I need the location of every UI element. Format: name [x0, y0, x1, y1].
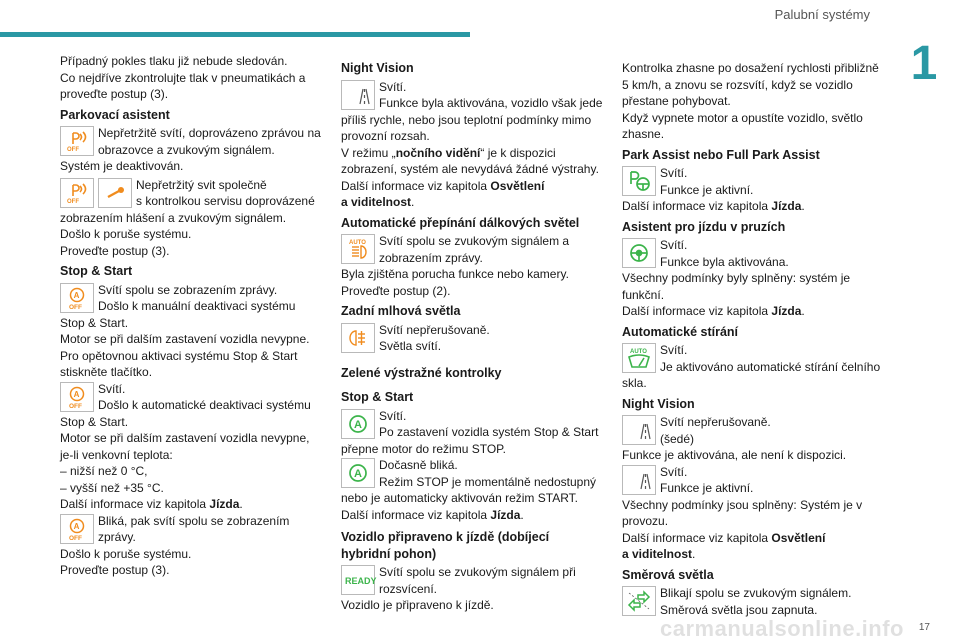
text-line: Svítí. — [660, 166, 688, 180]
text-line: 5 km/h, a znovu se rozsvítí, když se vozidlo — [622, 77, 853, 92]
text-line: přestane pohybovat. — [622, 94, 731, 108]
text-line: Všechny podmínky byly splněny: systém je — [622, 271, 851, 285]
svg-text:OFF: OFF — [67, 198, 79, 205]
text-line: Svítí. — [660, 343, 688, 357]
info-prefix: Další informace viz kapitola — [622, 199, 772, 213]
text-line: Svítí spolu se zobrazením zprávy. — [98, 282, 278, 297]
chapter-link[interactable]: a viditelnost — [622, 547, 693, 561]
text-line: s kontrolkou servisu doprovázené — [136, 194, 315, 208]
warning-entry — [60, 381, 325, 414]
text-line: – nižší než 0 °C, — [60, 464, 148, 478]
warning-entry — [622, 237, 884, 270]
chapter-link[interactable]: Jízda — [490, 507, 521, 522]
section-heading: Park Assist nebo Full Park Assist — [622, 147, 820, 162]
text-line: Dočasně bliká. — [379, 458, 458, 472]
page-number: 17 — [918, 622, 930, 633]
night-vision-icon — [622, 415, 656, 445]
text-line: provozu. — [622, 514, 669, 528]
text-line: Vozidlo je připraveno k jízdě. — [341, 598, 494, 612]
text-line: Svítí. — [379, 79, 407, 94]
svg-text:OFF: OFF — [69, 534, 82, 542]
text-line: Režim STOP je momentálně nedostupný — [379, 474, 597, 489]
svg-text:A: A — [73, 521, 80, 531]
text-line: Je aktivováno automatické stírání čelního — [660, 359, 881, 374]
section-heading: Automatické přepínání dálkových světel — [341, 215, 580, 230]
warning-entry — [341, 457, 606, 490]
mode-name: nočního vidění — [395, 145, 481, 160]
info-suffix: . — [801, 199, 805, 213]
ready-icon — [341, 565, 375, 595]
text-line: Světla svítí. — [379, 339, 442, 353]
section-heading: Vozidlo připraveno k jízdě (dobíjecí — [341, 530, 550, 544]
warning-entry — [60, 177, 325, 210]
text-line: Svítí spolu se zvukovým signálem při — [379, 565, 576, 579]
svg-text:OFF: OFF — [67, 147, 79, 153]
text-line: zobrazením hlášení a zvukovým signálem. — [60, 210, 287, 225]
night-vision-icon — [341, 80, 375, 110]
chapter-number: 1 — [910, 37, 938, 90]
stop-start-icon — [341, 458, 375, 488]
text-line: přepne motor do režimu STOP. — [341, 441, 506, 456]
info-line — [622, 546, 884, 563]
text-line: je-li venkovní teplota: — [60, 447, 173, 462]
info-line — [622, 198, 884, 215]
svg-text:OFF: OFF — [69, 303, 82, 311]
park-sensor-off-icon — [60, 126, 94, 156]
info-prefix: Další informace viz kapitola — [341, 178, 491, 193]
info-line — [622, 530, 884, 547]
rear-fog-icon — [341, 323, 375, 353]
park-sensor-off-icon — [60, 178, 94, 208]
text-line: Funkce je aktivována, ale není k dispozici. — [622, 448, 847, 462]
text-line: Systém je deaktivován. — [60, 159, 184, 173]
info-line — [341, 145, 606, 162]
text-line: zobrazení, systém ale nevydává žádné výstrahy. — [341, 162, 599, 176]
info-line — [341, 507, 606, 524]
warning-entry — [341, 79, 606, 112]
text-line: stiskněte tlačítko. — [60, 365, 153, 379]
park-assist-icon — [622, 166, 656, 196]
section-heading: Zadní mlhová světla — [341, 304, 461, 318]
stop-start-off-icon — [60, 283, 94, 313]
text-line: Nepřetržitě svítí, doprovázeno zprávou na — [98, 126, 321, 140]
text-line: Po zastavení vozidla systém Stop & Start — [379, 425, 599, 439]
warning-entry — [60, 513, 325, 546]
text-line: Svítí nepřerušovaně. — [660, 415, 771, 429]
text-line: obrazovce a zvukovým signálem. — [98, 142, 275, 157]
text-line: Svítí. — [660, 464, 688, 479]
text-line: Došlo k poruše systému. — [60, 546, 192, 561]
stop-start-off-icon — [60, 382, 94, 412]
header-title: Palubní systémy — [774, 7, 870, 22]
text-line: Případný pokles tlaku již nebude sledován. — [60, 54, 288, 68]
text-line: Proveďte postup (2). — [341, 283, 451, 298]
text-line: Svítí. — [660, 238, 688, 252]
warning-entry — [341, 233, 606, 266]
text-line: Co nejdříve zkontrolujte tlak v pneumatikách a — [60, 70, 306, 85]
info-line — [341, 178, 606, 195]
auto-high-beam-icon — [341, 234, 375, 264]
text-prefix: V režimu „ — [341, 145, 396, 160]
info-prefix: Další informace viz kapitola — [622, 304, 772, 318]
chapter-link[interactable]: Osvětlení — [490, 178, 545, 193]
text-line: – vyšší než +35 °C. — [60, 480, 164, 495]
warning-entry — [341, 564, 606, 597]
text-line: příliš rychle, nebo jsou teplotní podmínky mimo — [341, 112, 592, 127]
column-2 — [341, 60, 606, 614]
svg-text:A: A — [354, 468, 362, 480]
info-line — [341, 194, 606, 211]
text-line: provozní rozsah. — [341, 129, 430, 143]
chapter-link[interactable]: Jízda — [771, 304, 802, 318]
info-line — [60, 496, 325, 513]
text-line: Svítí. — [379, 408, 407, 423]
info-suffix: . — [801, 304, 805, 318]
info-suffix: . — [239, 497, 243, 511]
text-line: Svítí spolu se zvukovým signálem a — [379, 234, 570, 248]
text-line: Nepřetržitý svit společně — [136, 177, 267, 192]
svg-text:OFF: OFF — [69, 402, 82, 410]
svg-text:A: A — [354, 418, 362, 431]
column-3 — [622, 60, 884, 618]
info-suffix: . — [411, 195, 415, 209]
text-line: Blikají spolu se zvukovým signálem. — [660, 586, 852, 600]
text-line: Když vypnete motor a opustíte vozidlo, světlo — [622, 110, 863, 125]
warning-entry — [341, 322, 606, 355]
text-line: Funkce je aktivní. — [660, 182, 754, 197]
section-heading: Směrová světla — [622, 567, 714, 582]
chapter-link[interactable]: Jízda — [209, 497, 240, 511]
warning-entry — [341, 408, 606, 441]
section-heading: Parkovací asistent — [60, 107, 170, 122]
watermark: carmanualsonline.info — [660, 616, 904, 641]
section-heading: Night Vision — [622, 396, 695, 411]
info-prefix: Další informace viz kapitola — [60, 497, 210, 511]
night-vision-icon — [622, 465, 656, 495]
text-line: Svítí. — [98, 381, 126, 396]
warning-entry — [622, 165, 884, 198]
chapter-link[interactable]: Osvětlení — [771, 530, 826, 545]
warning-entry — [622, 464, 884, 497]
text-line: Došlo k poruše systému. — [60, 227, 192, 241]
section-heading: Asistent pro jízdu v pruzích — [622, 219, 786, 234]
text-line: Motor se při dalším zastavení vozidla nevypne. — [60, 332, 310, 346]
section-heading: hybridní pohon) — [341, 546, 437, 561]
info-prefix: Další informace viz kapitola — [341, 507, 491, 522]
auto-wipe-icon — [622, 343, 656, 373]
svg-text:A: A — [73, 290, 80, 300]
text-line: Pro opětovnou aktivaci systému Stop & Start — [60, 348, 298, 363]
section-heading: Stop & Start — [341, 390, 414, 404]
info-line — [622, 303, 884, 320]
svg-text:AUTO: AUTO — [630, 349, 647, 355]
text-line: rozsvícení. — [379, 581, 438, 596]
text-line: Motor se při dalším zastavení vozidla nevypne, — [60, 431, 310, 445]
text-line: Funkce je aktivní. — [660, 481, 754, 495]
section-heading: Night Vision — [341, 61, 414, 75]
text-line: zhasne. — [622, 127, 665, 141]
text-line: Stop & Start. — [60, 315, 129, 330]
info-prefix: Další informace viz kapitola — [622, 530, 772, 545]
turn-signal-icon — [622, 586, 656, 616]
chapter-link[interactable]: a viditelnost — [341, 195, 412, 209]
svg-text:AUTO: AUTO — [349, 240, 366, 246]
text-line: Proveďte postup (3). — [60, 243, 170, 258]
section-heading: Zelené výstražné kontrolky — [341, 365, 502, 380]
text-line: nebo je automaticky aktivován režim START. — [341, 491, 578, 505]
column-1 — [60, 53, 325, 579]
text-line: funkční. — [622, 287, 665, 302]
text-line: Stop & Start. — [60, 414, 129, 429]
text-line: Byla zjištěna porucha funkce nebo kamery. — [341, 267, 569, 281]
info-suffix: . — [692, 547, 696, 561]
text-line: (šedé) — [660, 431, 695, 446]
warning-entry — [622, 414, 884, 447]
section-heading: Stop & Start — [60, 264, 133, 278]
section-heading: Automatické stírání — [622, 324, 739, 339]
lane-assist-icon — [622, 238, 656, 268]
text-line: Směrová světla jsou zapnuta. — [660, 602, 818, 617]
text-suffix: “ je k dispozici — [480, 145, 556, 160]
stop-start-off-icon — [60, 514, 94, 544]
info-suffix: . — [520, 507, 524, 522]
text-line: Proveďte postup (3). — [60, 563, 170, 577]
warning-entry — [60, 282, 325, 315]
text-line: Došlo k automatické deaktivaci systému — [98, 398, 311, 412]
text-line: Bliká, pak svítí spolu se zobrazením — [98, 513, 290, 528]
svg-text:READY: READY — [345, 576, 377, 586]
text-line: proveďte postup (3). — [60, 87, 169, 101]
text-line: Kontrolka zhasne po dosažení rychlosti přibližně — [622, 61, 879, 75]
header-accent-bar — [0, 32, 470, 37]
warning-entry — [622, 585, 884, 618]
text-line: Všechny podmínky jsou splněny: Systém je v — [622, 497, 863, 512]
svg-text:A: A — [73, 389, 80, 399]
text-line: Došlo k manuální deaktivaci systému — [98, 299, 296, 313]
text-line: skla. — [622, 376, 647, 390]
wrench-icon — [98, 178, 132, 208]
text-line: zobrazením zprávy. — [379, 250, 483, 265]
text-line: Funkce byla aktivována, vozidlo však jede — [379, 96, 603, 110]
warning-entry — [622, 342, 884, 375]
text-line: Funkce byla aktivována. — [660, 254, 789, 269]
warning-entry — [60, 125, 325, 158]
text-line: Svítí nepřerušovaně. — [379, 322, 490, 337]
text-line: zprávy. — [98, 530, 136, 544]
chapter-link[interactable]: Jízda — [771, 199, 802, 213]
stop-start-icon — [341, 409, 375, 439]
